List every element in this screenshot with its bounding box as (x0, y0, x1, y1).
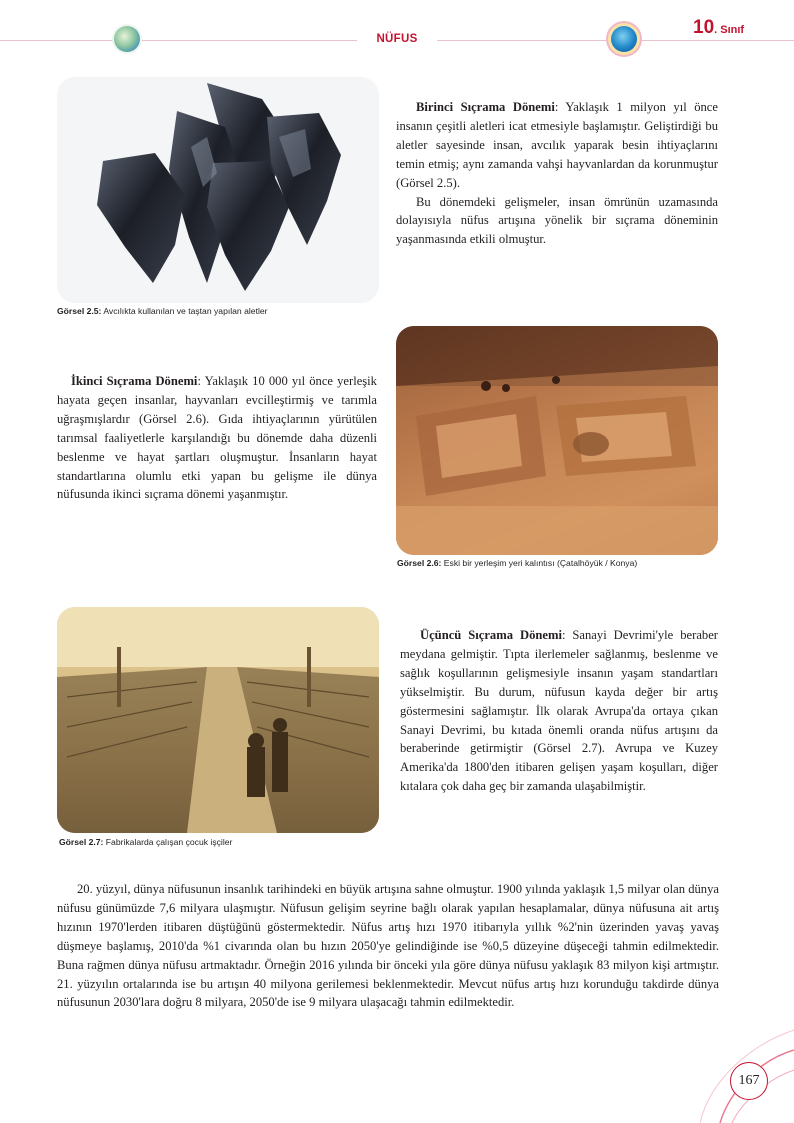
caption-text: Avcılıkta kullanılan ve taştan yapılan aletler (101, 306, 268, 316)
paragraph (57, 372, 377, 504)
caption-text: Fabrikalarda çalışan çocuk işçiler (103, 837, 233, 847)
figure-caption-2-6 (397, 558, 637, 568)
section-third-leap (400, 626, 718, 796)
caption-label: Görsel 2.6: (397, 558, 442, 568)
globe-badge-icon (611, 26, 637, 52)
stone-tools-photo (57, 77, 379, 303)
section-heading: Üçüncü Sıçrama Dönemi (420, 628, 562, 642)
section-first-leap (396, 98, 718, 249)
closing-section (57, 880, 719, 1012)
paragraph (396, 98, 718, 193)
paragraph: 20. yüzyıl, dünya nüfusunun insanlık tarihindeki en büyük artışına sahne olmuştur. 1900 yılında yaklaşık 1,5 milyar olan dünya nüfusu günümüzde 7,6 milyara ulaşmıştır. Nüfusun gelişim seyrine bağlı olarak yapılan hesaplamalar, dünya nüfusuna ait artış hızının 1970'lerden itibaren düştüğünü göstermektedir. Nüfus artış hızı 1970 itibarıyla yıllık %2'nin üzerinden yavaş yavaş düşmeye başlamış, 2010'da %1 civarında olan bu hızın 2050'ye gelindiğinde ise %0,5 düzeyine düşeceği tahmin edilmektedir. Buna rağmen dünya nüfusu artmaktadır. Örneğin 2016 yılında bir önceki yıla göre dünya nüfusu yaklaşık 83 milyon kişi artmıştır. 21. yüzyılın ortalarında ise bu artışın 40 milyona gerilemesi beklenmektedir. Mevcut nüfus artış hızı korunduğu takdirde dünya nüfusunun 2030'lara doğru 8 milyara, 2050'de ise 9 milyara ulaşacağı tahmin edilmektedir. (57, 882, 719, 1010)
grade-label (693, 17, 744, 39)
paragraph-text: : Yaklaşık 1 milyon yıl önce insanın çeşitli aletleri icat etmesiyle başlamıştır. Geliştirdiği bu aletler sayesinde insan, avcılık yaparak besin ihtiyaçlarını temin etmiş; aynı zamanda vahşi hayvanlardan da korunmuştur (Görsel 2.5). (396, 100, 718, 190)
footer-decoration (640, 1010, 794, 1123)
section-second-leap (57, 372, 377, 504)
section-heading: Birinci Sıçrama Dönemi (416, 100, 555, 114)
paragraph-text: : Sanayi Devrimi'yle beraber meydana gelmiştir. Tıpta ilerlemeler sağlanmış, beslenme ve sağlık koşullarının gelişmesiyle insanın yaşam standartları yükselmiştir. Bu durum, nüfusun kayda değer bir artış göstermesini sağlamıştır. İlk olarak Avrupa'da ortaya çıkan Sanayi Devrimi, bu kıtada önemli oranda nüfus artışını da beraberinde getirmiştir (Görsel 2.7). Avrupa ve Kuzey Amerika'da 1800'den itibaren gelişen yaşam koşulları, diğer kıtalara çok daha geç bir zamanda ulaşabilmiştir. (400, 628, 718, 794)
section-heading: İkinci Sıçrama Dönemi (71, 374, 198, 388)
caption-label: Görsel 2.5: (57, 306, 102, 316)
caption-label: Görsel 2.7: (59, 837, 104, 847)
page-number: 167 (730, 1062, 768, 1100)
paragraph: Bu dönemdeki gelişmeler, insan ömrünün uzamasında dolayısıyla nüfus artışına yönelik bir sıçrama döneminin yaşanmasında etkili olmuştur. (396, 194, 718, 247)
caption-text: Eski bir yerleşim yeri kalıntısı (Çatalhöyük / Konya) (441, 558, 638, 568)
grade-suffix: . Sınıf (714, 24, 745, 36)
grade-number: 10 (693, 17, 715, 38)
globe-icon (114, 26, 140, 52)
factory-workers-photo (57, 607, 379, 833)
ruins-photo (396, 326, 718, 555)
figure-caption-2-7 (59, 837, 232, 847)
paragraph (400, 626, 718, 796)
page-title: NÜFUS (357, 33, 437, 45)
paragraph-text: : Yaklaşık 10 000 yıl önce yerleşik hayata geçen insanlar, hayvanları evcilleştirmiş ve tarımla uğraşmışlardır (Görsel 2.6). Gıda ihtiyaçlarının yürütülen tarımsal faaliyetlerle karşılandığı bu dönemde daha düzenli beslenme ve hayat şartları oluşmuştur. İnsanların hayat standartlarına olumlu etki yapan bu gelişme ile dünya nüfusunda ikinci sıçrama dönemi yaşanmıştır. (57, 374, 377, 502)
figure-caption-2-5 (57, 306, 268, 316)
